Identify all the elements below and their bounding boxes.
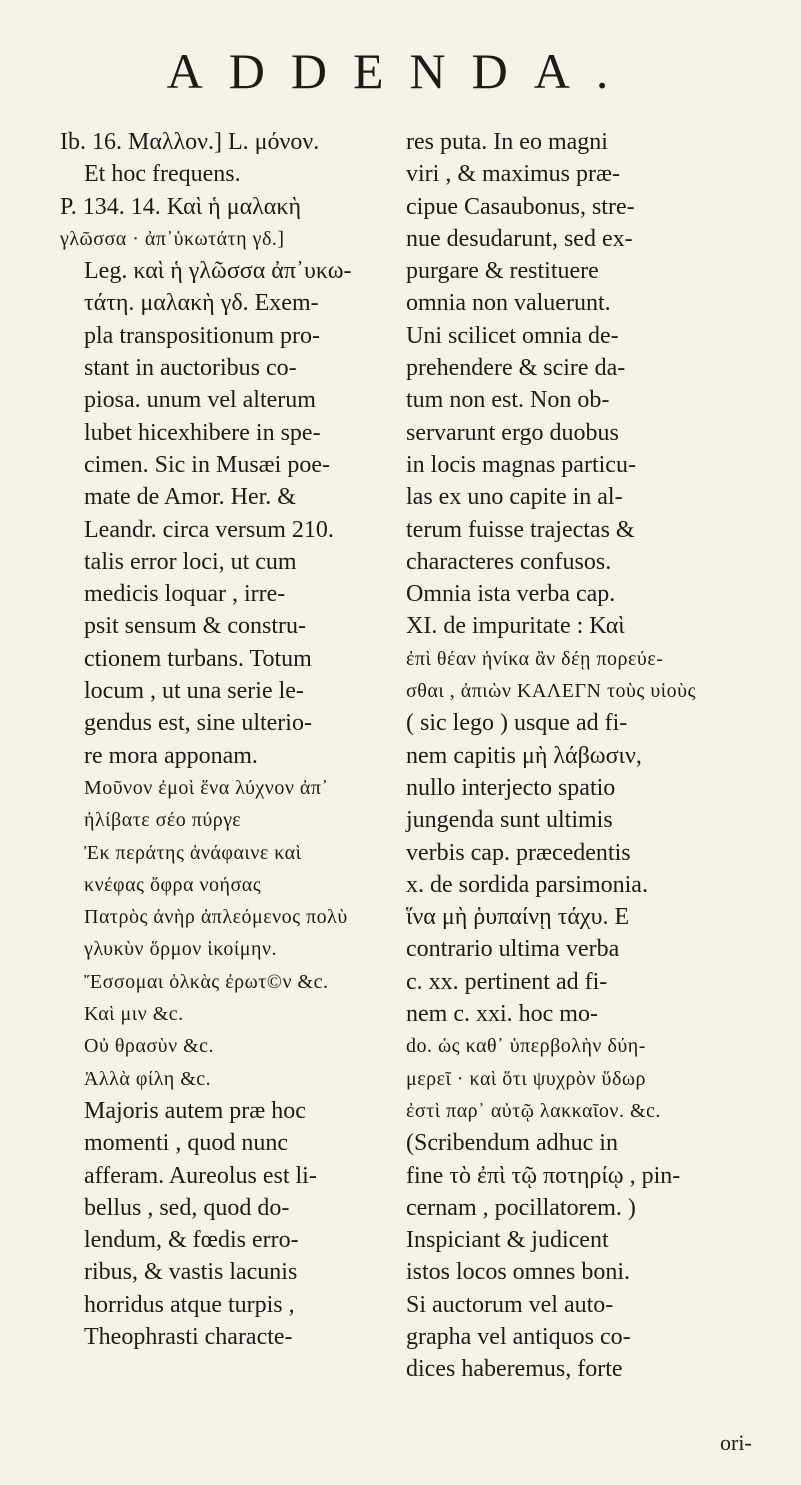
left-text-line: Καὶ μιν &c. bbox=[84, 1003, 184, 1026]
right-text-line: μερεῖ · καὶ ὅτι ψυχρὸν ὕδωρ bbox=[406, 1067, 647, 1090]
left-text-line: bellus , sed, quod do- bbox=[84, 1194, 290, 1221]
right-text-line: ( sic lego ) usque ad fi- bbox=[406, 710, 628, 737]
left-text-line: gendus est, sine ulterio- bbox=[84, 710, 312, 737]
right-text-line: ἐστὶ παρ᾽ αὐτῷ λακκαῖον. &c. bbox=[406, 1099, 661, 1122]
running-header: ADDENDA. bbox=[166, 43, 635, 99]
right-text-line: tum non est. Non ob- bbox=[406, 387, 610, 414]
right-text-line: las ex uno capite in al- bbox=[406, 484, 623, 511]
left-text-line: γλῶσσα · ἀπ᾽ὑκωτάτη γδ.] bbox=[60, 227, 285, 250]
right-text-line: x. de sordida parsimonia. bbox=[406, 871, 648, 898]
right-text-line: do. ὡς καθ᾽ ὑπερβολὴν δύη- bbox=[406, 1035, 646, 1058]
left-text-line: Leandr. circa versum 210. bbox=[84, 516, 334, 543]
right-text-line: prehendere & scire da- bbox=[406, 355, 626, 382]
left-text-line: Theophrasti characte- bbox=[84, 1323, 293, 1350]
right-text-line: servarunt ergo duobus bbox=[406, 419, 619, 446]
right-text-line: terum fuisse trajectas & bbox=[406, 516, 635, 543]
right-text-line: jungenda sunt ultimis bbox=[406, 807, 613, 834]
right-text-line: XI. de impuritate : Καὶ bbox=[406, 613, 625, 640]
right-text-line: Uni scilicet omnia de- bbox=[406, 322, 619, 349]
left-text-line: medicis loquar , irre- bbox=[84, 581, 286, 608]
right-text-line: fine τὸ ἐπὶ τῷ ποτηρίῳ , pin- bbox=[406, 1162, 681, 1189]
left-text-line: κνέφας ὄφρα νοήσας bbox=[84, 873, 262, 896]
right-text-line: istos locos omnes boni. bbox=[406, 1259, 631, 1286]
right-text-line: cernam , pocillatorem. ) bbox=[406, 1194, 636, 1221]
left-text-line: Majoris autem præ hoc bbox=[84, 1097, 306, 1124]
left-text-line: P. 134. 14. Καὶ ἡ μαλακὴ bbox=[60, 193, 302, 220]
right-text-line: nue desudarunt, sed ex- bbox=[406, 225, 633, 252]
left-text-line: ἠλίβατε σέο πύργε bbox=[84, 809, 242, 832]
left-text-line: talis error loci, ut cum bbox=[84, 548, 297, 575]
left-text-line: momenti , quod nunc bbox=[84, 1130, 288, 1157]
catchword: ori- bbox=[720, 1430, 752, 1455]
left-text-line: locum , ut una serie le- bbox=[84, 678, 304, 705]
right-text-line: c. xx. pertinent ad fi- bbox=[406, 968, 608, 995]
right-text-line: cipue Casaubonus, stre- bbox=[406, 193, 635, 220]
left-text-line: horridus atque turpis , bbox=[84, 1291, 295, 1318]
right-text-line: Omnia ista verba cap. bbox=[406, 581, 616, 608]
right-text-line: verbis cap. præcedentis bbox=[406, 839, 631, 866]
left-text-line: Μοῦνον ἐμοὶ ἕνα λύχνον ἀπ᾽ bbox=[84, 776, 329, 799]
left-text-line: lubet hicexhibere in spe- bbox=[84, 419, 321, 446]
left-text-line: re mora apponam. bbox=[84, 742, 258, 769]
left-text-line: mate de Amor. Her. & bbox=[84, 484, 296, 511]
right-text-line: nem capitis μὴ λάβωσιν, bbox=[406, 742, 642, 769]
right-text-line: omnia non valuerunt. bbox=[406, 290, 611, 317]
right-text-line: characteres confusos. bbox=[406, 548, 612, 575]
right-text-line: contrario ultima verba bbox=[406, 936, 620, 963]
right-text-line: res puta. In eo magni bbox=[406, 129, 608, 155]
left-text-line: τάτη. μαλακὴ γδ. Exem- bbox=[84, 290, 319, 317]
right-text-line: nem c. xxi. hoc mo- bbox=[406, 1001, 598, 1028]
left-text-line: pla transpositionum pro- bbox=[84, 322, 320, 349]
left-text-line: Ἔσσομαι ὁλκὰς ἐρωτ©ν &c. bbox=[84, 970, 329, 993]
left-text-line: Et hoc frequens. bbox=[84, 161, 241, 188]
left-column bbox=[60, 126, 400, 1353]
left-text-line: γλυκὺν ὅρμον ἱκοίμην. bbox=[84, 938, 277, 961]
right-text-line: in locis magnas particu- bbox=[406, 451, 636, 478]
left-text-line: Leg. καὶ ἡ γλῶσσα ἀπ᾽υκω- bbox=[84, 258, 352, 285]
left-text-line: Ἐκ περάτης ἀνάφαινε καὶ bbox=[84, 841, 302, 864]
left-text-line: Ἀλλὰ φίλη &c. bbox=[84, 1067, 212, 1090]
right-text-line: nullo interjecto spatio bbox=[406, 774, 616, 801]
right-text-line: (Scribendum adhuc in bbox=[406, 1130, 618, 1157]
right-text-line: Inspiciant & judicent bbox=[406, 1227, 609, 1254]
left-text-line: ctionem turbans. Totum bbox=[84, 645, 312, 672]
left-text-line: stant in auctoribus co- bbox=[84, 355, 297, 382]
right-text-line: ἐπὶ θέαν ἡνίκα ἂν δέῃ πορεύε- bbox=[406, 647, 664, 670]
left-text-line: Οὐ θρασὺν &c. bbox=[84, 1035, 215, 1058]
right-column bbox=[406, 126, 746, 1386]
right-text-line: grapha vel antiquos co- bbox=[406, 1323, 631, 1350]
left-text-line: psit sensum & constru- bbox=[84, 613, 306, 640]
left-text-line: afferam. Aureolus est li- bbox=[84, 1162, 317, 1189]
right-text-line: dices haberemus, forte bbox=[406, 1356, 623, 1383]
left-text-line: Πατρὸς ἀνὴρ ἀπλεόμενος πολὺ bbox=[84, 906, 348, 929]
left-text-line: lendum, & fœdis erro- bbox=[84, 1227, 299, 1254]
right-text-line: purgare & restituere bbox=[406, 258, 599, 285]
left-text-line: ribus, & vastis lacunis bbox=[84, 1259, 298, 1286]
right-text-line: viri , & maximus præ- bbox=[406, 161, 620, 188]
right-text-line: σθαι , ἀπιὼν ΚΑΛΕΓΝ τοὺς υἱοὺς bbox=[406, 680, 696, 703]
left-text-line: Ib. 16. Μαλλον.] L. μόνον. bbox=[60, 129, 320, 155]
right-text-line: ἵνα μὴ ῥυπαίνῃ τάχυ. E bbox=[406, 904, 630, 931]
right-text-line: Si auctorum vel auto- bbox=[406, 1291, 614, 1318]
left-text-line: piosa. unum vel alterum bbox=[84, 387, 316, 414]
left-text-line: cimen. Sic in Musæi poe- bbox=[84, 451, 330, 478]
